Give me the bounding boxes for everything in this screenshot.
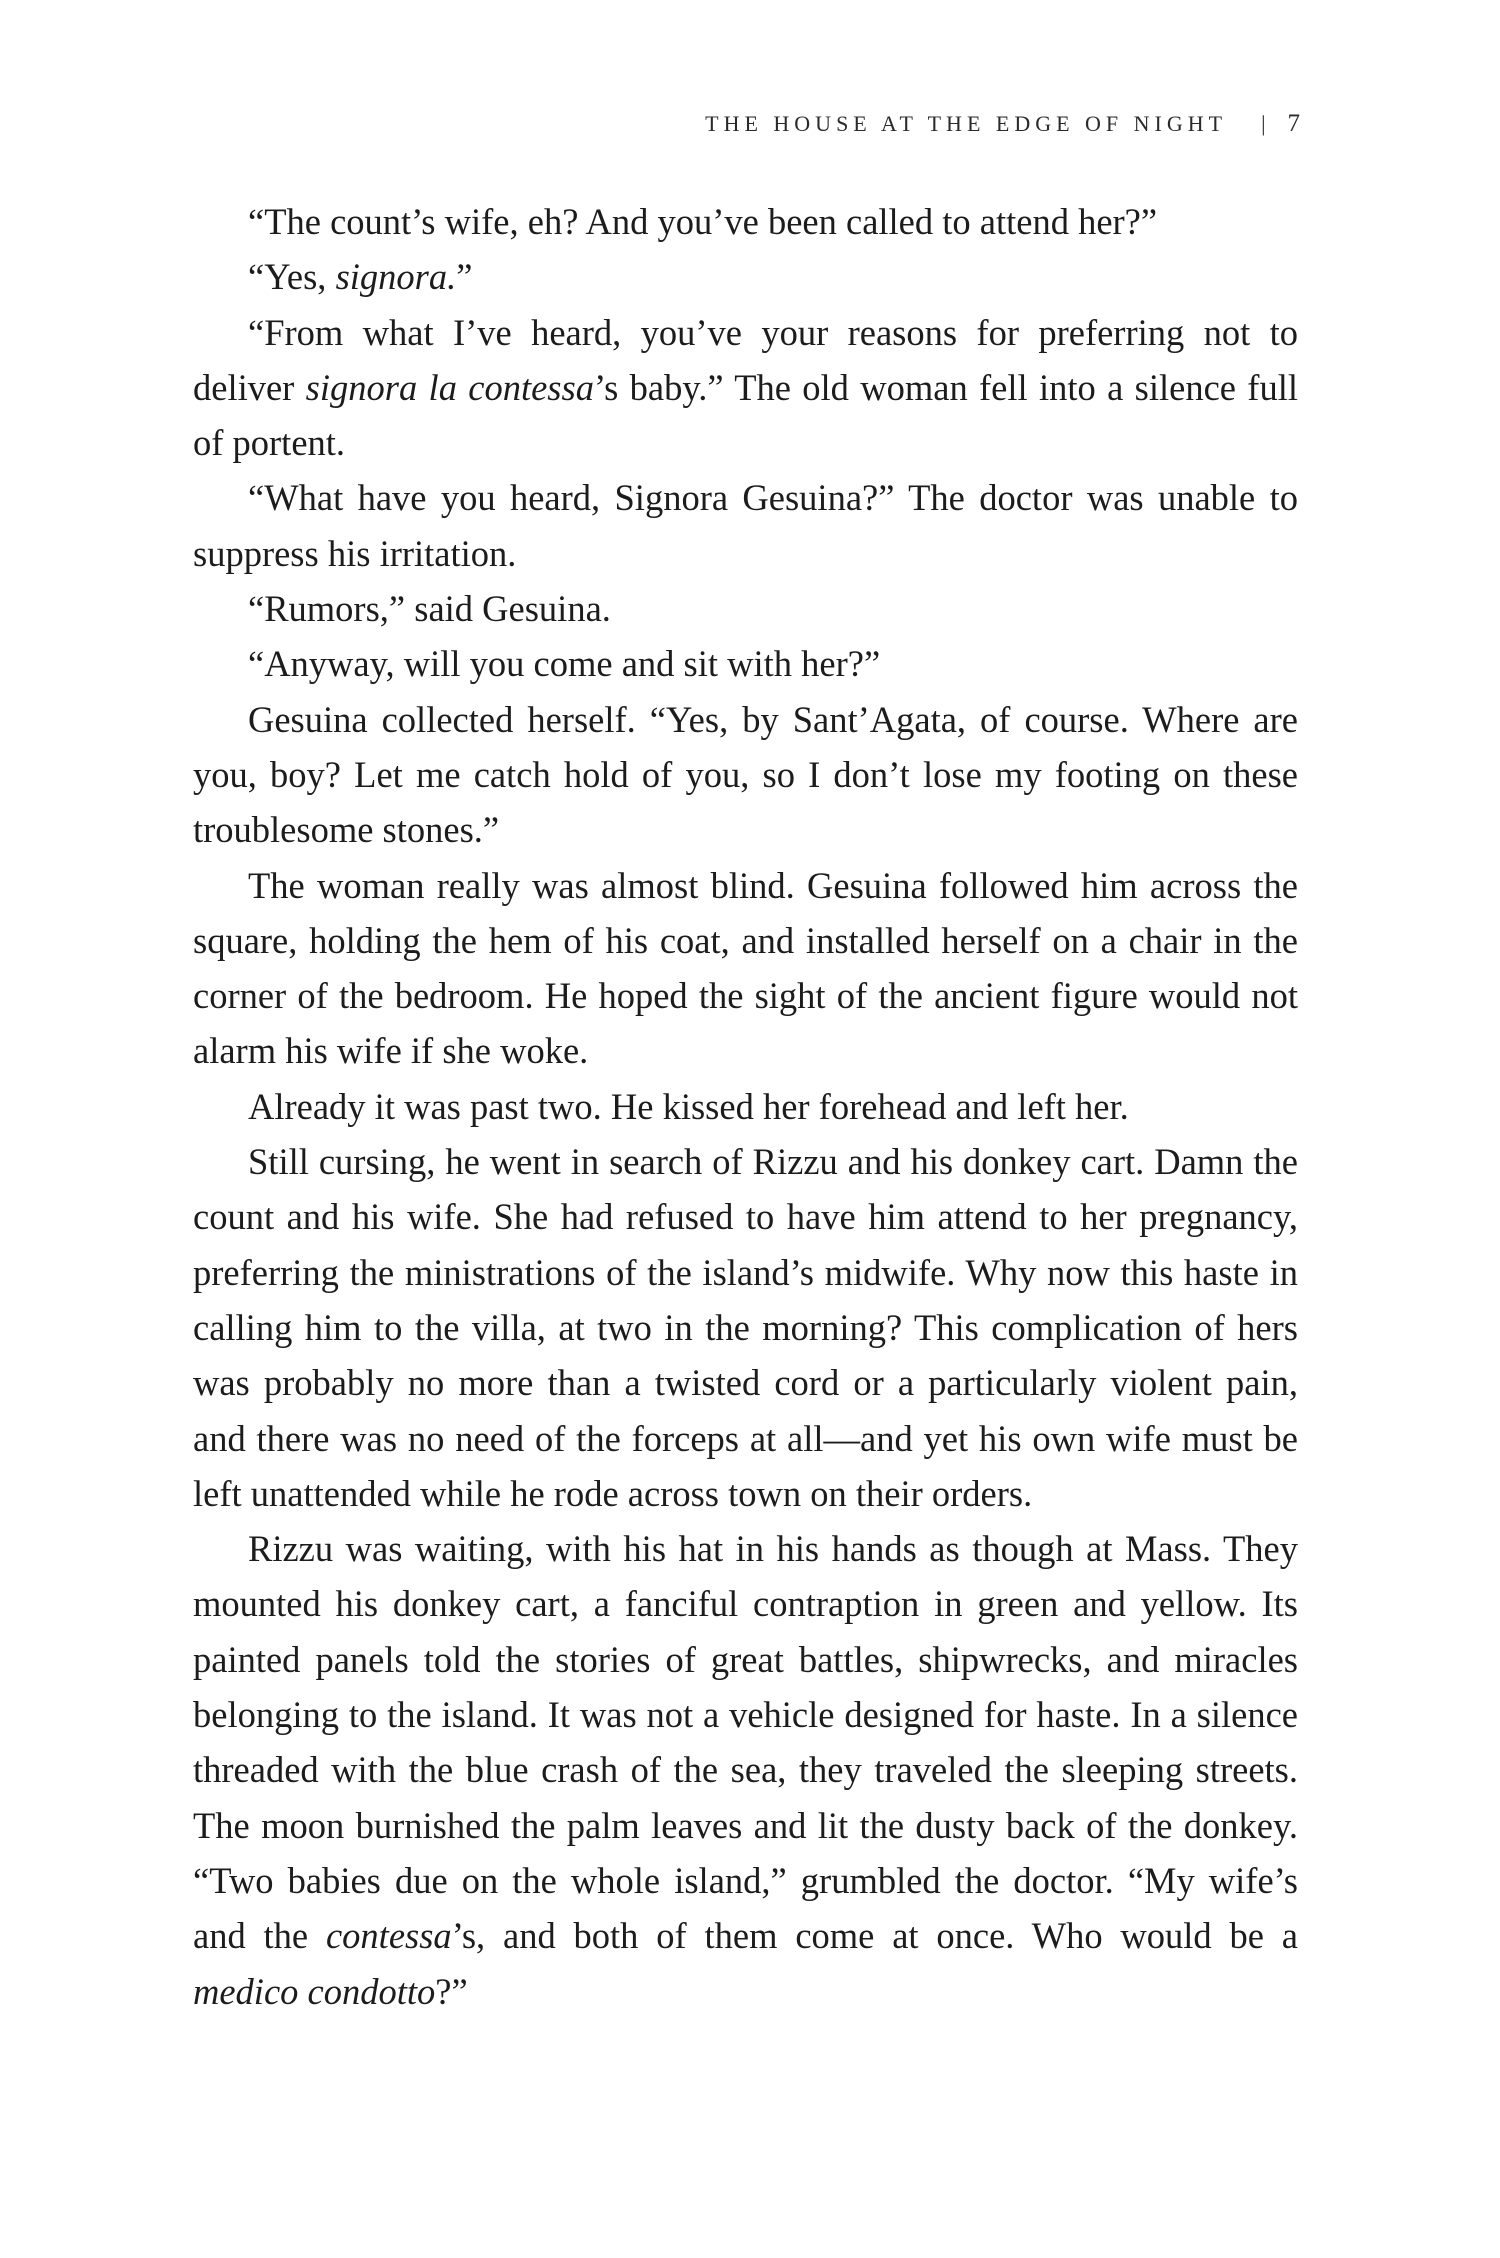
italic-phrase: contessa [325, 1915, 452, 1957]
running-head-separator: | [1261, 111, 1266, 136]
paragraph: “Anyway, will you come and sit with her?” [248, 643, 881, 685]
paragraph: Rizzu was waiting, with his hat in his hands as though at Mass. They mounted his donkey cart, a fanciful contraption in green and yellow. Its painted panels told the stories of great battles, shipwrecks, and miracles belonging to the island. It was not a vehicle designed for haste. In a silence threaded with the blue crash of the sea, they traveled the sleeping streets. The moon burnished the palm leaves and lit the dusty back of the donkey. “Two babies due on the whole island,” grumbled the doctor. “My wife’s and the contessa’s, and both of them come at once. Who would be a medico condotto?” [193, 1528, 1298, 2012]
body-text [193, 194, 1298, 2019]
paragraph: “The count’s wife, eh? And you’ve been called to attend her?” [248, 201, 1158, 242]
paragraph: Already it was past two. He kissed her forehead and left her. [248, 1085, 1129, 1127]
paragraph: “Rumors,” said Gesuina. [248, 588, 611, 630]
page-number: 7 [1287, 110, 1300, 137]
paragraph: “From what I’ve heard, you’ve your reasons for preferring not to deliver signora la contessa’s baby.” The old woman fell into a silence full of portent. [193, 311, 1298, 464]
italic-phrase: medico condotto [193, 1970, 436, 2012]
paragraph: Still cursing, he went in search of Rizzu and his donkey cart. Damn the count and his wife. She had refused to have him attend to her pregnancy, preferring the ministrations of the island’s midwife. Why now this haste in calling him to the villa, at two in the morning? This complication of hers was probably no more than a twisted cord or a particularly violent pain, and there was no need of the forceps at all—and yet his own wife must be left unattended while he rode across town on their orders. [193, 1141, 1298, 1514]
paragraph: “Yes, signora.” [248, 256, 473, 298]
running-head [705, 110, 1300, 138]
paragraph: Gesuina collected herself. “Yes, by Sant’Agata, of course. Where are you, boy? Let me catch hold of you, so I don’t lose my footing on these troublesome stones.” [193, 698, 1298, 851]
italic-phrase: signora. [335, 256, 457, 298]
running-head-title: THE HOUSE AT THE EDGE OF NIGHT [705, 111, 1228, 136]
paragraph: The woman really was almost blind. Gesuina followed him across the square, holding the hem of his coat, and installed herself on a chair in the corner of the bedroom. He hoped the sight of the ancient figure would not alarm his wife if she woke. [193, 864, 1298, 1072]
paragraph: “What have you heard, Signora Gesuina?” The doctor was unable to suppress his irritation. [193, 477, 1298, 574]
italic-phrase: signora la contessa [305, 366, 594, 408]
